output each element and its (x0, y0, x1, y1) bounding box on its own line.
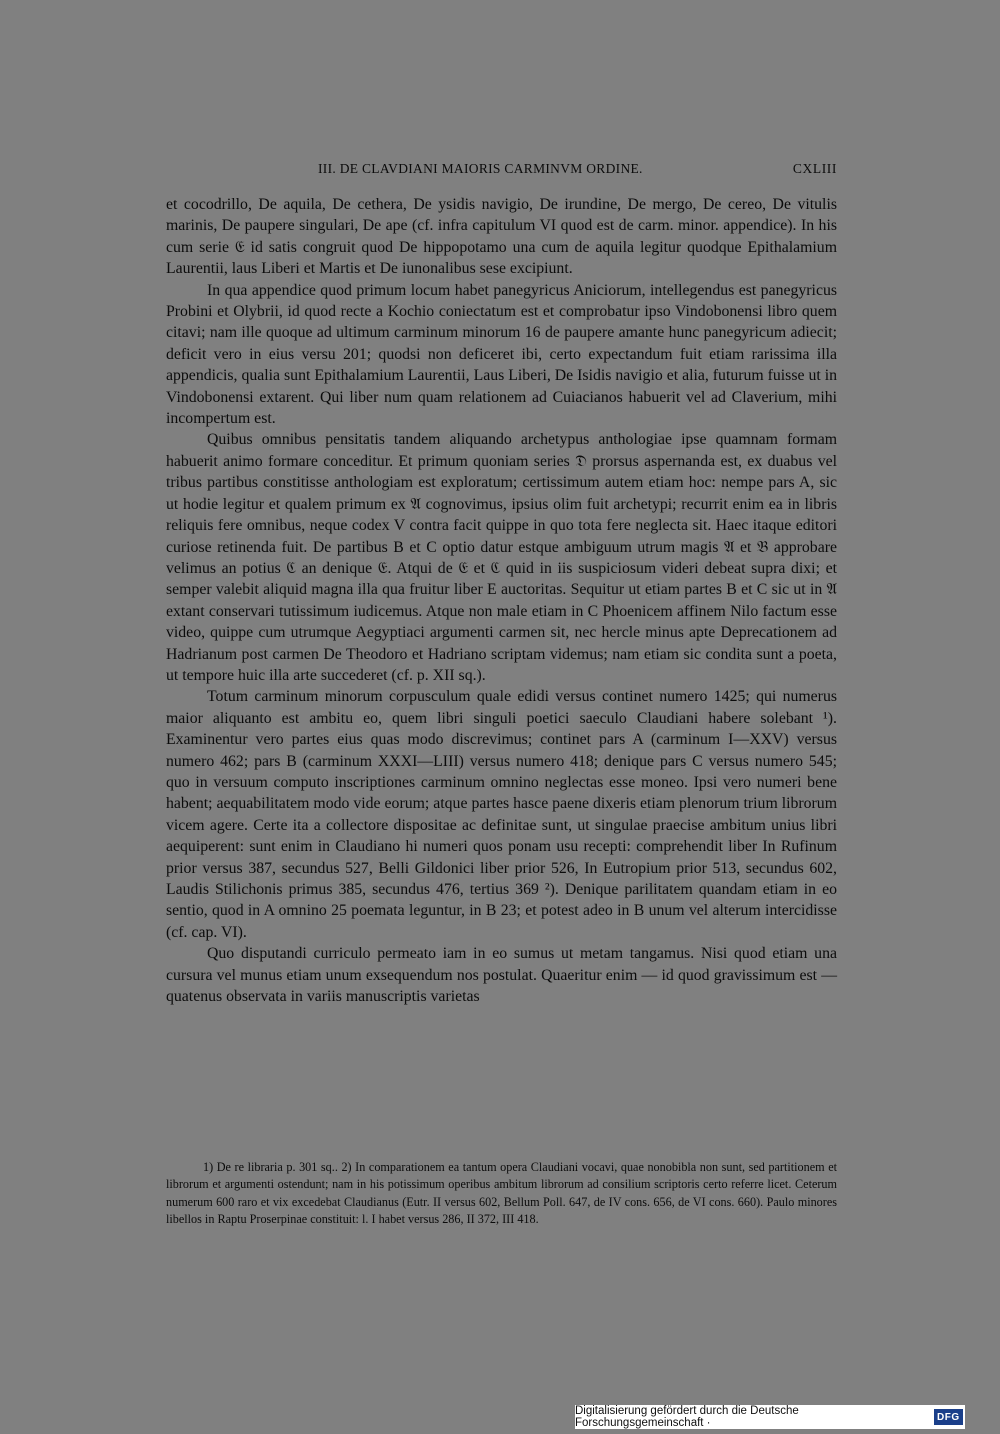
page-number: CXLIII (792, 161, 837, 176)
main-text (166, 194, 837, 1007)
paragraph: In qua appendice quod primum locum habet panegyricus Aniciorum, intellegendus est panegyricus Probini et Olybrii, id quod recte a Kochio coniectatum est et comprobatur ipso Vindobonensi libro quem citavi; nam ille quoque ad ultimum carminum minorum 16 de paupere amante hunc panegyricum adiecit; deficit vero in eius versu 201; quodsi non deficeret ibi, certo expectandum fuit etiam rarissima illa appendicis, qualia sunt Epithalamium Laurentii, Laus Liberi, De Isidis navigio et alia, futurum fuisse ut in Vindobonensi extarent. Qui liber num quam relationem ad Cuiacianos habuerit vel ad Claverium, mihi incompertum est. (166, 281, 837, 428)
footnotes (166, 1159, 837, 1229)
paragraph: Totum carminum minorum corpusculum quale edidi versus continet numero 1425; qui numerus maior aliquanto est ambitu eo, quem libri singuli poetici saeculo Claudiani habere solebant ¹). Examinentur vero partes eius quas modo discrevimus; continet pars A (carminum I—XXV) versus numero 462; pars B (carminum XXXI—LIII) versus numero 418; denique pars C versus numero 545; quo in versuum computo inscriptiones carminum omnino neglectas esse moneo. Ipsi vero numeri bene habent; aequabilitatem modo vide eorum; atque partes hasce paene dixeris etiam plenorum trium librorum vicem agere. Certe ita a collectore dispositae ac definitae sunt, ut singulae praecise ambitum unius libri aequiperent: sunt enim in Claudiano hi numeri quos ponam usu recepti: comprehendit liber In Rufinum prior versus 387, secundus 527, Belli Gildonici liber prior 526, In Eutropium prior 513, secundus 602, Laudis Stilichonis primus 385, secundus 476, tertius 369 ²). Denique parilitatem quandam etiam in eo sentio, quod in A omnino 25 poemata leguntur, in B 23; et potest adeo in B unum vel alterum intercidisse (cf. cap. VI). (166, 688, 837, 941)
paragraph: Quibus omnibus pensitatis tandem aliquando archetypus anthologiae ipse quamnam formam habuerit animo formare conceditur. Et primum quoniam series 𝔇 prorsus aspernanda est, ex duabus vel tribus partibus constitisse anthologiam est exploratum; certissimum autem etiam hoc: nempe pars A, sic ut hodie legitur et qualem primum ex 𝔄 cognovimus, ipsius olim fuit archetypi; recurrit enim ea in libris reliquis fere omnibus, neque codex V contra facit quippe in quo tota fere neglecta sit. Haec itaque editori curiose retinenda fuit. De partibus B et C optio datur estque ambiguum utrum magis 𝔄 et 𝔅 approbare velimus an potius ℭ an denique 𝔈. Atqui de 𝔈 et ℭ quid in iis suspiciosum videri debeat supra dixi; et semper valebit aliquid magna illa qua fruitur liber E auctoritas. Sequitur ut etiam partes B et C sic ut in 𝔄 extant conservari tutissimum iudicemus. Atque non male etiam in C Phoenicem affinem Nilo factum esse video, quippe cum utrumque Aegyptiaci argumenti carmen sit, nec hercle minus apte Deprecationem ad Hadrianum post carmen De Theodoro et Hadriano scriptam videmus; nam etiam sic condita sunt a poeta, ut tempore huic illa arte succederet (cf. p. XII sq.). (166, 431, 837, 684)
footnote: 1) De re libraria p. 301 sq.. 2) In comparationem ea tantum opera Claudiani vocavi, quae nonobibla non sunt, sed partitionem et librorum et argumenti ostendunt; nam in his potissimum operibus ambitum librorum ad consilium scriptoris certo referre licet. Ceterum numerum 600 raro et vix excedebat Claudianus (Eutr. II versus 602, Bellum Poll. 647, de IV cons. 656, de VI cons. 660). Paulo minores libellos in Raptu Proserpinae constituit: l. I habet versus 286, II 372, III 418. (166, 1160, 837, 1227)
funding-credit: Digitalisierung gefördert durch die Deutsche Forschungsgemeinschaft · (575, 1405, 799, 1429)
paragraph: Quo disputandi curriculo permeato iam in eo sumus ut metam tangamus. Nisi quod etiam una cursura vel munus etiam unum exsequendum nos postulat. Quaeritur enim — id quod gravissimum est — quatenus observata in variis manuscriptis varietas (166, 945, 837, 1006)
dfg-logo-icon: DFG (934, 1409, 963, 1425)
digitization-credit-bar (575, 1405, 965, 1429)
page-header (318, 161, 837, 177)
running-title: III. DE CLAVDIANI MAIORIS CARMINVM ORDINE. (318, 161, 643, 176)
paragraph: et cocodrillo, De aquila, De cethera, De ysidis navigio, De irundine, De mergo, De cereo, De vitulis marinis, De paupere singulari, De ape (cf. infra capitulum VI quod est de carm. minor. appendice). In his cum serie 𝔈 id satis congruit quod De hippopotamo una cum de aquila legitur quodque Epithalamium Laurentii, laus Liberi et Martis et De iunonalibus sese excipiunt. (166, 196, 837, 278)
